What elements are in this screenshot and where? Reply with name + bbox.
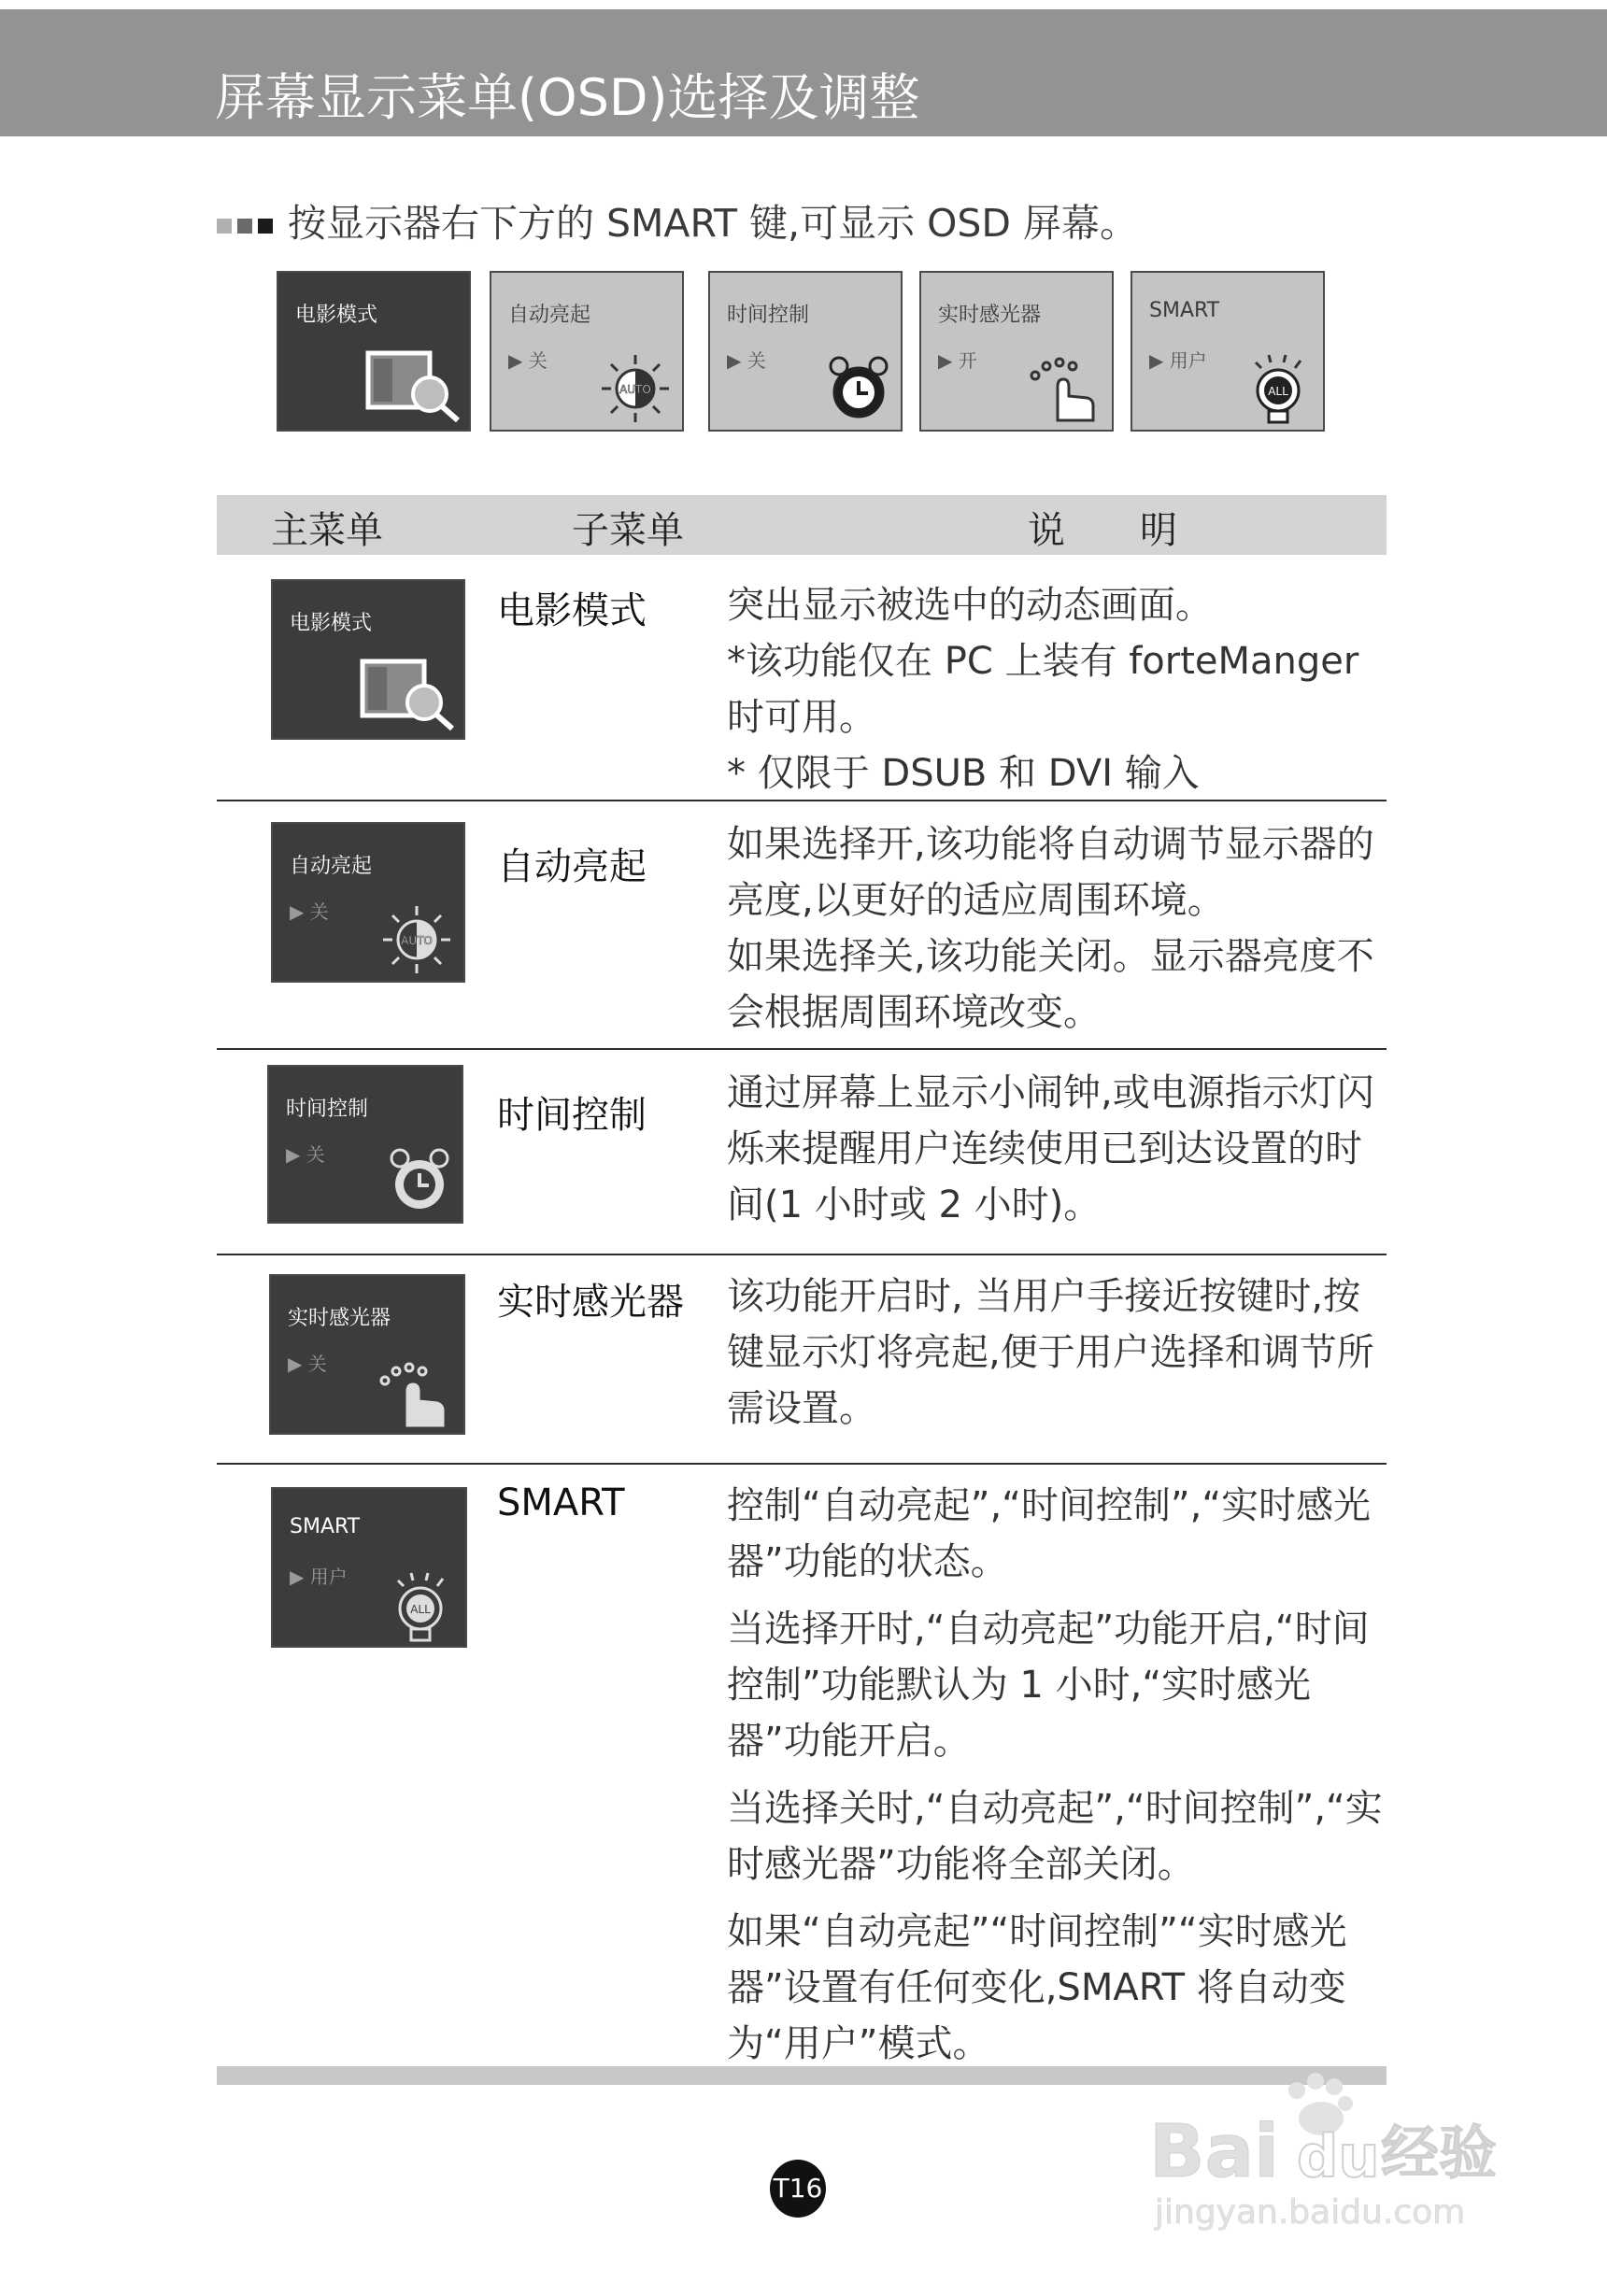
desc-line: 如果选择关,该功能关闭。显示器亮度不会根据周围环境改变。 xyxy=(727,935,1374,1034)
desc-line: 通过屏幕上显示小闹钟,或电源指示灯闪烁来提醒用户连续使用已到达设置的时间(1 小时或 2 小时)。 xyxy=(727,1071,1374,1226)
osd-thumb-title: 自动亮起 xyxy=(508,304,591,327)
page-number: T16 xyxy=(770,2160,826,2218)
osd-thumb-title: SMART xyxy=(1149,299,1220,322)
osd-thumb-auto-brightness xyxy=(490,271,684,432)
movie-zoom-icon xyxy=(364,349,467,424)
osd-thumb-title: 电影模式 xyxy=(295,304,378,327)
row-divider xyxy=(217,1463,1387,1465)
auto-brightness-icon xyxy=(379,902,454,977)
osd-thumb-value: ▶ 关 xyxy=(508,349,548,372)
svg-text:ALL: ALL xyxy=(410,1603,431,1616)
row-thumb-title: SMART xyxy=(290,1515,361,1538)
row-thumb-title: 电影模式 xyxy=(290,612,373,635)
sub-menu-movie: 电影模式 xyxy=(497,589,647,632)
baidu-jingyan-watermark-logo xyxy=(1140,2064,1532,2232)
svg-text:AUTO: AUTO xyxy=(619,383,651,396)
description-realtime-sensor xyxy=(727,1268,1390,1437)
intro-text: 按显示器右下方的 SMART 键,可显示 OSD 屏幕。 xyxy=(288,201,1139,246)
header-description: 说 明 xyxy=(1028,509,1177,552)
all-bulb-icon xyxy=(387,1567,458,1646)
row-thumb-movie xyxy=(271,579,465,740)
touch-sensor-icon xyxy=(376,1360,450,1431)
page-title: 屏幕显示菜单(OSD)选择及调整 xyxy=(215,68,920,127)
sub-menu-realtime-sensor: 实时感光器 xyxy=(497,1281,684,1324)
row-thumb-title: 实时感光器 xyxy=(288,1307,391,1330)
desc-line: 当选择开时,“自动亮起”功能开启,“时间控制”功能默认为 1 小时,“实时感光器”功能开启。 xyxy=(727,1608,1370,1763)
desc-line: 控制“自动亮起”,“时间控制”,“实时感光器”功能的状态。 xyxy=(727,1484,1372,1583)
all-bulb-icon xyxy=(1244,349,1315,428)
description-time-control xyxy=(727,1065,1390,1233)
osd-thumb-time-control xyxy=(708,271,903,432)
alarm-clock-icon xyxy=(826,353,891,424)
alarm-clock-icon xyxy=(387,1145,452,1216)
osd-thumb-value: ▶ 开 xyxy=(938,349,977,372)
description-movie xyxy=(727,577,1390,801)
desc-line: 如果选择开,该功能将自动调节显示器的亮度,以更好的适应周围环境。 xyxy=(727,823,1374,922)
movie-zoom-icon xyxy=(359,658,462,732)
desc-line: *该功能仅在 PC 上装有 forteManger 时可用。 xyxy=(727,640,1359,739)
row-divider xyxy=(217,1254,1387,1255)
osd-thumb-title: 实时感光器 xyxy=(938,304,1042,327)
osd-thumb-title: 时间控制 xyxy=(727,304,810,327)
row-thumb-auto-brightness xyxy=(271,822,465,983)
desc-line: * 仅限于 DSUB 和 DVI 输入 xyxy=(727,752,1200,795)
desc-line: 当选择关时,“自动亮起”,“时间控制”,“实时感光器”功能将全部关闭。 xyxy=(727,1787,1383,1886)
header-sub-menu: 子菜单 xyxy=(572,509,684,552)
sub-menu-time-control: 时间控制 xyxy=(497,1094,647,1137)
svg-text:AUTO: AUTO xyxy=(401,934,433,947)
table-header xyxy=(217,495,1387,555)
intro-line xyxy=(217,192,1138,248)
row-thumb-value: ▶ 关 xyxy=(286,1143,325,1166)
svg-text:ALL: ALL xyxy=(1268,385,1288,398)
svg-text:du: du xyxy=(1297,2122,1380,2190)
description-auto-brightness xyxy=(727,816,1390,1041)
osd-thumb-value: ▶ 用户 xyxy=(1149,349,1207,372)
row-thumb-realtime-sensor xyxy=(269,1274,465,1435)
row-thumb-title: 时间控制 xyxy=(286,1098,369,1121)
desc-line: 突出显示被选中的动态画面。 xyxy=(727,584,1213,627)
desc-line: 该功能开启时, 当用户手接近按键时,按键显示灯将亮起,便于用户选择和调节所需设置。 xyxy=(727,1275,1374,1430)
svg-text:经验: 经验 xyxy=(1381,2119,1498,2187)
row-thumb-smart xyxy=(271,1487,467,1648)
row-thumb-title: 自动亮起 xyxy=(290,855,373,878)
row-thumb-value: ▶ 用户 xyxy=(290,1566,348,1588)
osd-thumb-realtime-sensor xyxy=(919,271,1114,432)
sub-menu-smart: SMART xyxy=(497,1481,625,1524)
osd-thumb-value: ▶ 关 xyxy=(727,349,766,372)
auto-brightness-icon xyxy=(598,351,673,426)
sub-menu-auto-brightness: 自动亮起 xyxy=(497,845,647,888)
osd-thumb-smart xyxy=(1131,271,1325,432)
row-thumb-time-control xyxy=(267,1065,463,1224)
bullet-squares-icon xyxy=(217,201,288,246)
row-divider xyxy=(217,800,1387,801)
header-main-menu: 主菜单 xyxy=(271,509,383,552)
row-thumb-value: ▶ 关 xyxy=(288,1353,327,1375)
touch-sensor-icon xyxy=(1026,355,1101,426)
osd-thumb-movie xyxy=(277,271,471,432)
description-smart xyxy=(727,1478,1390,2072)
row-divider xyxy=(217,1048,1387,1050)
row-thumb-value: ▶ 关 xyxy=(290,900,329,923)
svg-text:jingyan.baidu.com: jingyan.baidu.com xyxy=(1155,2193,1466,2232)
svg-text:Bai: Bai xyxy=(1149,2110,1279,2194)
desc-line: 如果“自动亮起”“时间控制”“实时感光器”设置有任何变化,SMART 将自动变为“用户”模式。 xyxy=(727,1910,1347,2065)
